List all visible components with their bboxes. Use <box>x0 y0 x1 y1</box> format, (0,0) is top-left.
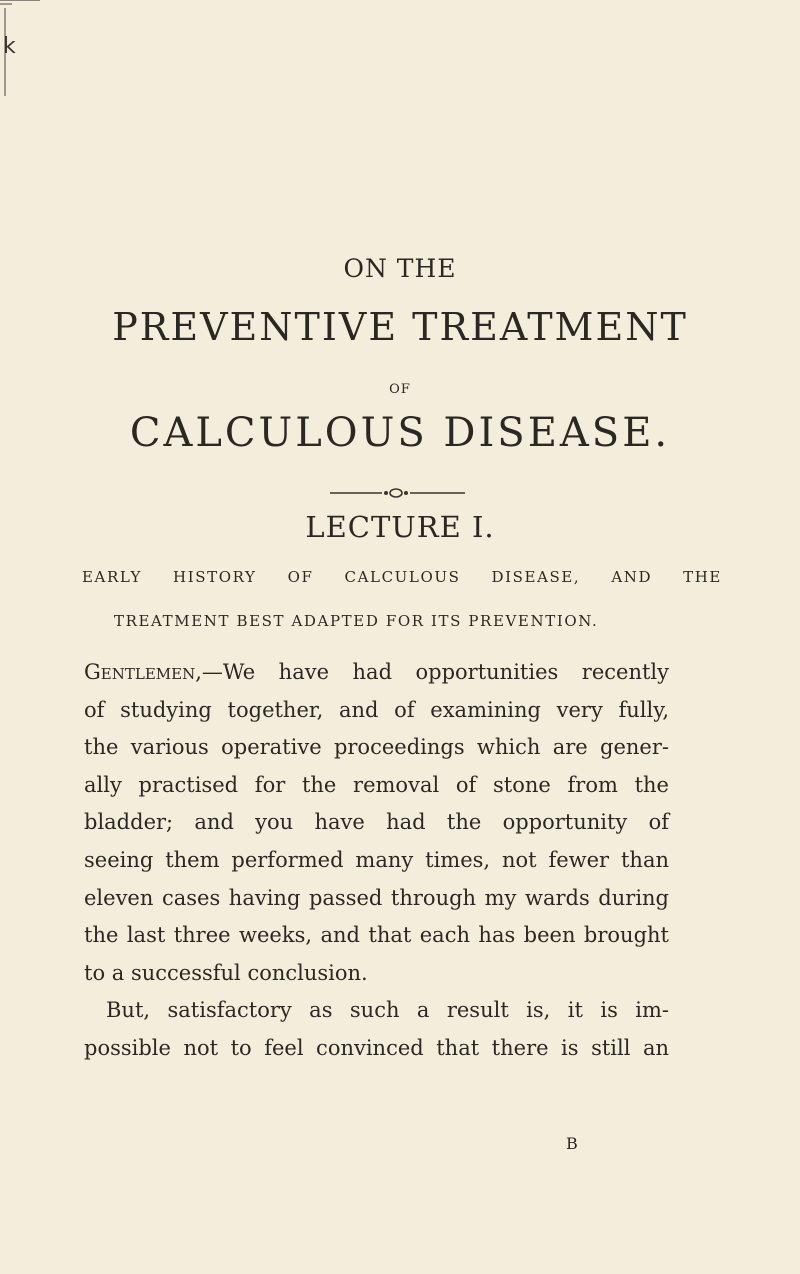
body-line: seeing them performed many times, not fewer than <box>84 847 669 872</box>
signature-mark: B <box>566 1134 578 1153</box>
body-line: ally practised for the removal of stone from the <box>84 772 669 797</box>
body-line: bladder; and you have had the opportunity of <box>84 810 669 835</box>
body-line-text: —We have had opportunities recently <box>201 660 669 684</box>
body-paragraphs <box>84 654 669 1068</box>
body-line: eleven cases having passed through my wards during <box>84 885 669 910</box>
title-line-on-the: ON THE <box>343 254 457 283</box>
ornament-divider <box>320 486 475 500</box>
margin-letter: k <box>3 34 16 59</box>
lecture-subtitle-line-1: EARLY HISTORY OF CALCULOUS DISEASE, AND THE <box>82 568 722 586</box>
body-line: possible not to feel convinced that there is still an <box>84 1035 669 1060</box>
body-line: the various operative proceedings which are gener- <box>84 735 669 760</box>
title-line-calculous-disease: CALCULOUS DISEASE. <box>129 410 671 456</box>
lecture-heading: LECTURE I. <box>305 510 495 544</box>
body-line: the last three weeks, and that each has been brought <box>84 923 669 948</box>
body-line: But, satisfactory as such a result is, it is im- <box>106 998 669 1023</box>
body-line: of studying together, and of examining very fully, <box>84 697 669 722</box>
title-line-preventive-treatment: PREVENTIVE TREATMENT <box>112 305 688 349</box>
body-line: to a successful conclusion. <box>84 960 368 985</box>
body-line <box>84 654 669 692</box>
lecture-subtitle-line-2: TREATMENT BEST ADAPTED FOR ITS PREVENTION. <box>114 612 599 630</box>
salutation: Gentlemen, <box>84 660 202 684</box>
title-line-of: OF <box>389 382 411 397</box>
